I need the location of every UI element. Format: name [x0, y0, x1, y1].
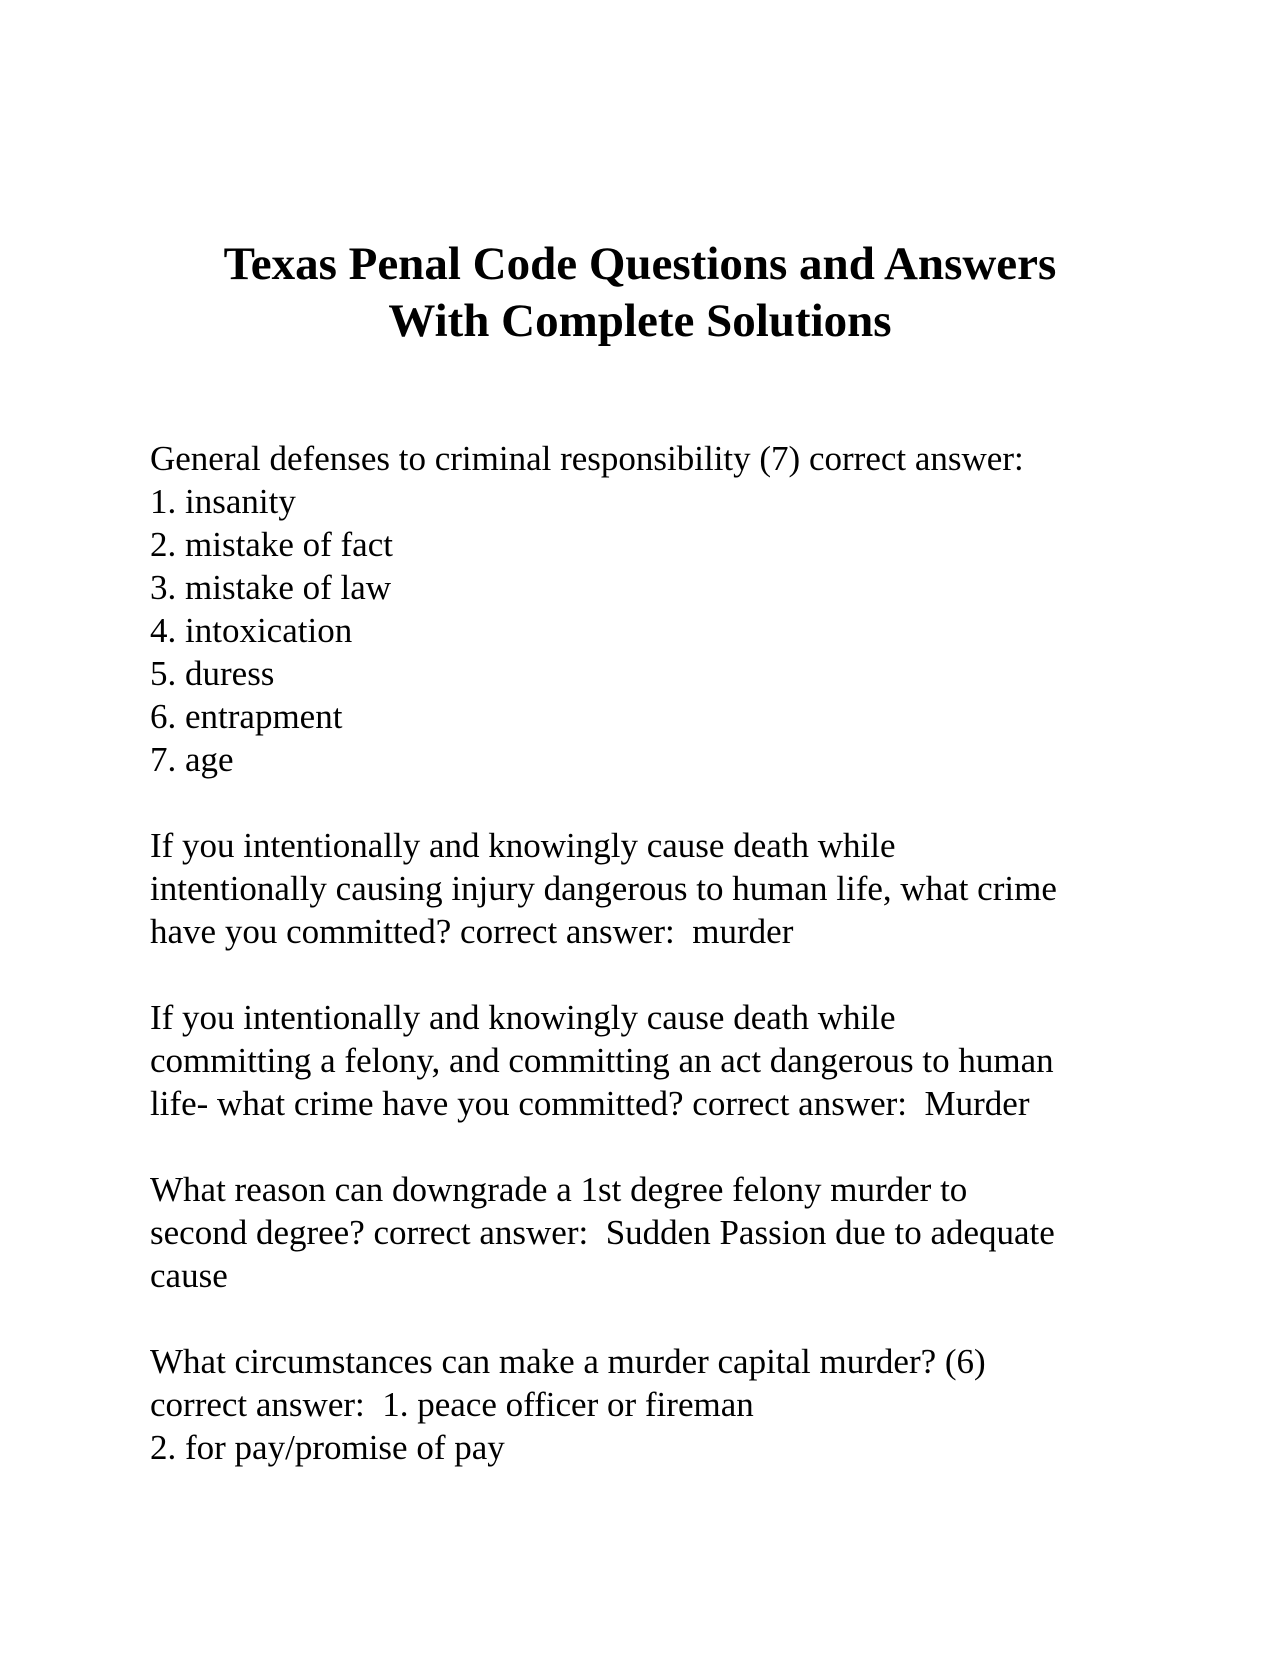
qa-block-murder-injury	[150, 824, 1160, 953]
text-line: intentionally causing injury dangerous to human life, what crime	[150, 869, 1057, 908]
list-item: 4. intoxication	[150, 611, 353, 650]
paragraph-gap	[150, 953, 1160, 996]
list-item: 3. mistake of law	[150, 568, 392, 607]
list-item: 2. mistake of fact	[150, 525, 393, 564]
qa-block-felony-murder	[150, 996, 1160, 1125]
question-line: General defenses to criminal responsibility (7) correct answer:	[150, 439, 1024, 478]
text-line: life- what crime have you committed? correct answer: Murder	[150, 1084, 1030, 1123]
text-line: correct answer: 1. peace officer or fireman	[150, 1385, 754, 1424]
text-line: If you intentionally and knowingly cause death while	[150, 998, 896, 1037]
text-line: If you intentionally and knowingly cause death while	[150, 826, 896, 865]
document-title	[0, 236, 1280, 350]
text-line: committing a felony, and committing an act dangerous to human	[150, 1041, 1054, 1080]
text-line: What circumstances can make a murder capital murder? (6)	[150, 1342, 986, 1381]
title-line: Texas Penal Code Questions and Answers	[223, 238, 1057, 290]
list-item: 6. entrapment	[150, 697, 343, 736]
text-line: cause	[150, 1256, 228, 1295]
list-item: 1. insanity	[150, 482, 296, 521]
text-line: have you committed? correct answer: murder	[150, 912, 794, 951]
list-item: 5. duress	[150, 654, 275, 693]
paragraph-gap	[150, 781, 1160, 824]
paragraph-gap	[150, 1297, 1160, 1340]
list-item: 7. age	[150, 740, 234, 779]
qa-block-downgrade	[150, 1168, 1160, 1297]
document-body	[150, 437, 1160, 1469]
list-item: 2. for pay/promise of pay	[150, 1428, 505, 1467]
paragraph-gap	[150, 1125, 1160, 1168]
qa-block-general-defenses	[150, 437, 1160, 781]
text-line: What reason can downgrade a 1st degree felony murder to	[150, 1170, 968, 1209]
text-line: second degree? correct answer: Sudden Passion due to adequate	[150, 1213, 1055, 1252]
title-line: With Complete Solutions	[388, 295, 892, 347]
qa-block-capital-murder	[150, 1340, 1160, 1469]
